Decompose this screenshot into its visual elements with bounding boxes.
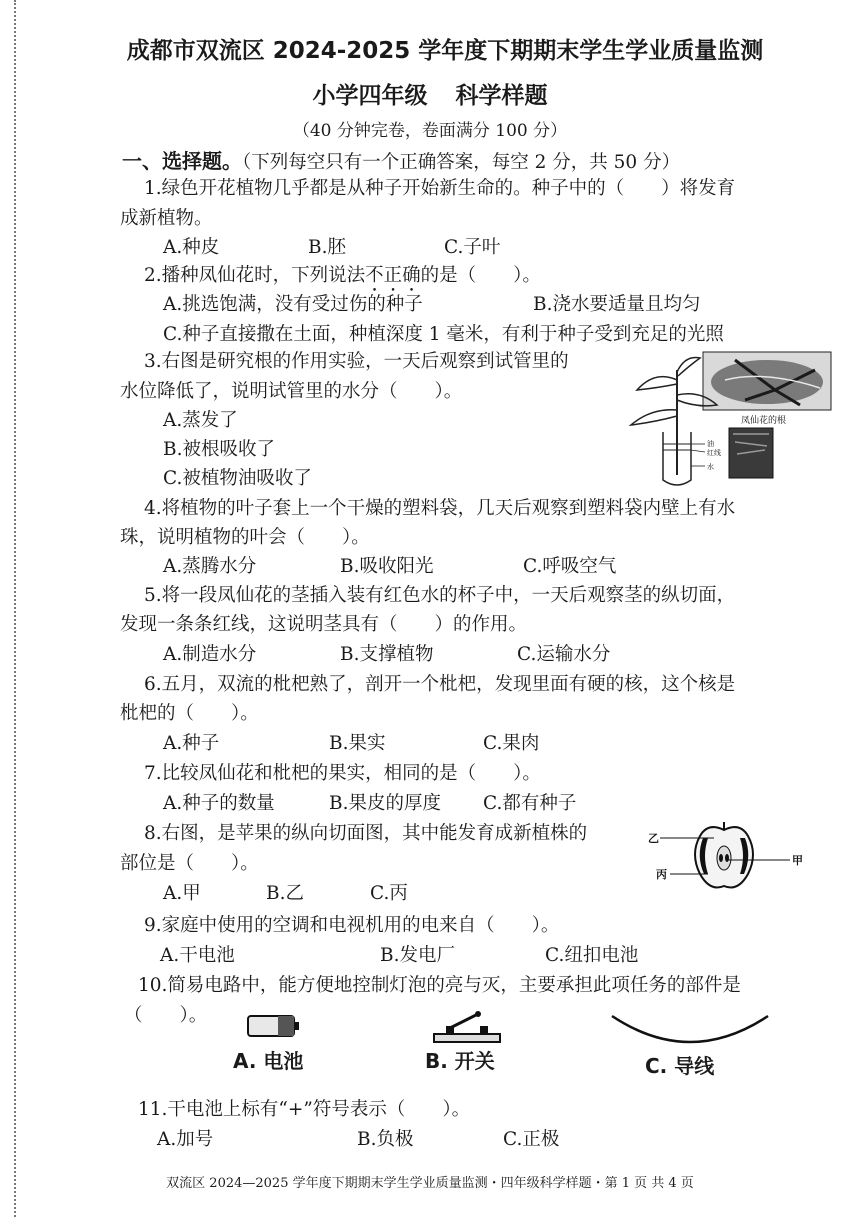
q2-text-pre: 2.播种凤仙花时，下列说法 [144, 265, 366, 286]
q4-option-c: C.呼吸空气 [523, 556, 617, 577]
q10-option-b: B. 开关 [425, 1049, 495, 1073]
q9-option-a: A.干电池 [160, 945, 235, 966]
q2-text-post: 的是（ ）。 [420, 265, 541, 286]
question-5-line2: 发现一条条红线，这说明茎具有（ ）的作用。 [120, 614, 528, 635]
fig-label-redline: 红线 [707, 449, 721, 457]
question-10-line2: （ ）。 [124, 1005, 208, 1026]
question-6-line1: 6.五月，双流的枇杷熟了，剖开一个枇杷，发现里面有硬的核，这个核是 [144, 674, 736, 695]
q11-option-b: B.负极 [357, 1129, 414, 1150]
q9-option-b: B.发电厂 [380, 945, 455, 966]
exam-title: 成都市双流区 2024-2025 学年度下期期末学生学业质量监测 [126, 38, 764, 64]
question-4-line1: 4.将植物的叶子套上一个干燥的塑料袋，几天后观察到塑料袋内壁上有水 [144, 498, 736, 519]
q5-option-c: C.运输水分 [517, 644, 611, 665]
q5-option-a: A.制造水分 [163, 644, 257, 665]
q5-option-b: B.支撑植物 [340, 644, 434, 665]
fig-label-bing: 丙 [656, 868, 667, 881]
fig-label-water: 水 [707, 463, 714, 471]
question-8-line2: 部位是（ ）。 [120, 853, 259, 874]
q3-option-b: B.被根吸收了 [163, 439, 275, 460]
fig-caption-root: 凤仙花的根 [741, 416, 787, 426]
q4-option-b: B.吸收阳光 [340, 556, 434, 577]
switch-icon [432, 1010, 502, 1046]
question-8-line1: 8.右图，是苹果的纵向切面图，其中能发育成新植株的 [144, 823, 588, 844]
page-footer: 双流区 2024—2025 学年度下期期末学生学业质量监测・四年级科学样题・第 1 页 共 4 页 [166, 1176, 694, 1191]
question-1-line1: 1.绿色开花植物几乎都是从种子开始新生命的。种子中的（ ）将发育 [144, 178, 736, 199]
fig-label-yi: 乙 [648, 832, 659, 845]
q11-option-a: A.加号 [157, 1129, 214, 1150]
q2-option-b: B.浇水要适量且均匀 [533, 294, 701, 315]
question-5-line1: 5.将一段凤仙花的茎插入装有红色水的杯子中，一天后观察茎的纵切面， [144, 585, 736, 606]
exam-subtitle [0, 77, 860, 110]
question-3-line1: 3.右图是研究根的作用实验，一天后观察到试管里的 [144, 351, 569, 372]
battery-icon [246, 1012, 302, 1040]
q7-option-a: A.种子的数量 [163, 793, 275, 814]
q6-option-b: B.果实 [329, 733, 386, 754]
q7-option-b: B.果皮的厚度 [329, 793, 441, 814]
wire-icon [610, 1012, 770, 1052]
q2-emphasis: 不正确 [365, 265, 421, 286]
root-experiment-figure [625, 350, 835, 490]
question-7-line1: 7.比较凤仙花和枇杷的果实，相同的是（ ）。 [144, 763, 541, 784]
binding-dotted-line [14, 0, 16, 1217]
question-11-line1: 11.干电池上标有“+”符号表示（ ）。 [138, 1099, 471, 1120]
q10-option-c: C. 导线 [645, 1054, 715, 1078]
q3-option-c: C.被植物油吸收了 [163, 468, 312, 489]
q6-option-a: A.种子 [163, 733, 220, 754]
grade-label: 小学四年级 [312, 83, 428, 109]
q2-option-c: C.种子直接撒在土面，种植深度 1 毫米，有利于种子受到充足的光照 [163, 324, 724, 345]
q4-option-a: A.蒸腾水分 [163, 556, 257, 577]
q7-option-c: C.都有种子 [483, 793, 577, 814]
subject-label: 科学样题 [455, 83, 548, 109]
section-heading [122, 145, 680, 174]
q11-option-c: C.正极 [503, 1129, 560, 1150]
question-9-line1: 9.家庭中使用的空调和电视机用的电来自（ ）。 [144, 915, 560, 936]
q1-option-a: A.种皮 [163, 237, 220, 258]
root-photo [703, 352, 831, 410]
q6-option-c: C.果肉 [483, 733, 540, 754]
q2-option-a: A.挑选饱满，没有受过伤的种子 [163, 294, 423, 315]
apple-section-figure [648, 818, 818, 898]
section-instruction: （下列每空只有一个正确答案，每空 2 分，共 50 分） [242, 152, 681, 173]
question-10-line1: 10.简易电路中，能方便地控制灯泡的亮与灭，主要承担此项任务的部件是 [138, 975, 741, 996]
fig-label-jia: 甲 [792, 854, 803, 867]
section-title: 一、选择题。 [122, 149, 242, 173]
question-3-line2: 水位降低了，说明试管里的水分（ ）。 [120, 381, 463, 402]
question-6-line2: 枇杷的（ ）。 [120, 703, 259, 724]
root-in-glass-photo [729, 428, 773, 478]
q3-option-a: A.蒸发了 [163, 410, 238, 431]
q1-option-c: C.子叶 [444, 237, 501, 258]
q8-option-b: B.乙 [266, 883, 304, 904]
q8-option-c: C.丙 [370, 883, 408, 904]
q9-option-c: C.纽扣电池 [545, 945, 639, 966]
question-4-line2: 珠，说明植物的叶会（ ）。 [120, 527, 370, 548]
exam-note: （40 分钟完卷，卷面满分 100 分） [292, 121, 568, 141]
q8-option-a: A.甲 [163, 883, 201, 904]
fig-label-oil: 油 [707, 440, 714, 448]
question-1-line2: 成新植物。 [120, 208, 213, 229]
q10-option-a: A. 电池 [233, 1049, 304, 1073]
apple-drawing [695, 822, 753, 888]
q1-option-b: B.胚 [308, 237, 346, 258]
